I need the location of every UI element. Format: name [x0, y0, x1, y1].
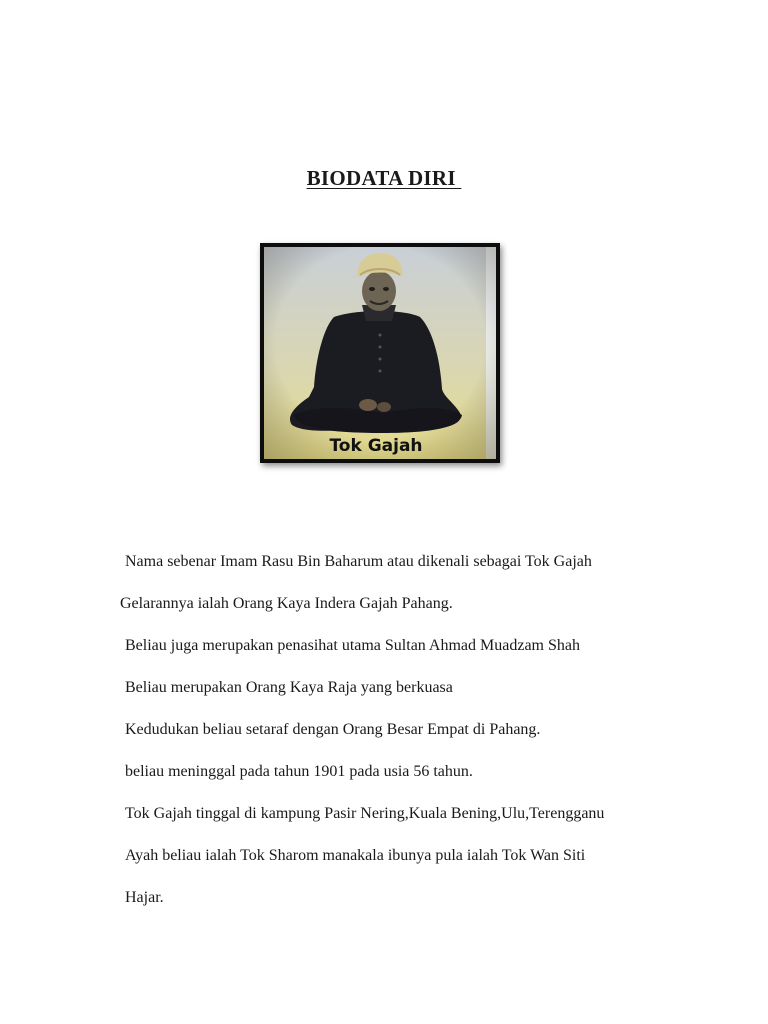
body-line-7: Tok Gajah tinggal di kampung Pasir Nering,Kuala Bening,Ulu,Terengganu — [125, 805, 605, 822]
body-line-1: Nama sebenar Imam Rasu Bin Baharum atau dikenali sebagai Tok Gajah — [125, 553, 592, 570]
body-line-5: Kedudukan beliau setaraf dengan Orang Besar Empat di Pahang. — [125, 721, 541, 738]
body-line-9: Hajar. — [125, 889, 164, 906]
body-line-8: Ayah beliau ialah Tok Sharom manakala ibunya pula ialah Tok Wan Siti — [125, 847, 586, 864]
page-title-text: BIODATA DIRI — [306, 166, 462, 190]
body-line-2: Gelarannya ialah Orang Kaya Indera Gajah Pahang. — [120, 595, 453, 612]
body-line-3: Beliau juga merupakan penasihat utama Sultan Ahmad Muadzam Shah — [125, 637, 580, 654]
body-line-4: Beliau merupakan Orang Kaya Raja yang berkuasa — [125, 679, 453, 696]
body-line-6: beliau meninggal pada tahun 1901 pada usia 56 tahun. — [125, 763, 473, 780]
portrait-caption: Tok Gajah — [329, 436, 423, 456]
